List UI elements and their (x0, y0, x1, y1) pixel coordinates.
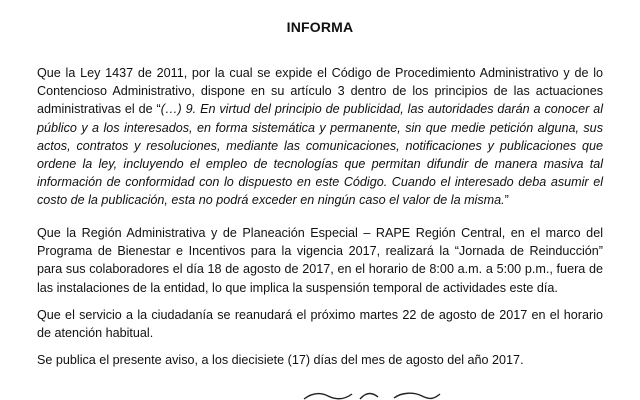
paragraph-law-tail: ” (504, 193, 509, 208)
paragraph-law-quote: (…) 9. En virtud del principio de publicidad, las autoridades darán a conocer al público y a los interesados, en forma sistemática y permanente, sin que medie petición alguna, sus actos, contratos y resoluciones, mediante las comunicaciones, notificaciones y publicaciones que ordene la ley, incluyendo el empleo de tecnologías que permitan difundir de manera masiva tal información de conformidad con lo dispuesto en este Código. Cuando el interesado deba asumir el costo de la publicación, esta no podrá exceder en ningún caso el valor de la misma. (37, 102, 603, 208)
paragraph-service-resumption: Que el servicio a la ciudadanía se reanudará el próximo martes 22 de agosto de 2017 en el horario de atención habitual. (37, 308, 603, 341)
paragraph-law-reference (37, 64, 603, 210)
signature-scribble (302, 390, 442, 400)
paragraph-law-lead: Que la Ley 1437 de 2011, por la cual se expide el Código de Procedimiento Administrativo y de lo Contencioso Administrativo, dispone en su artículo 3 dentro de los principios de las actuaciones administrativas el de “ (37, 66, 603, 117)
notice-document (37, 0, 603, 400)
paragraph-event-announcement: Que la Región Administrativa y de Planeación Especial – RAPE Región Central, en el marco del Programa de Bienestar e Incentivos para la vigencia 2017, realizará la “Jornada de Reinducción” para sus colaboradores el día 18 de agosto de 2017, en el horario de 8:00 a.m. a 5:00 p.m., fuera de las instalaciones de la entidad, lo que implica la suspensión temporal de actividades este día. (37, 226, 603, 295)
document-title: INFORMA (286, 19, 354, 35)
paragraph-publication-date: Se publica el presente aviso, a los diecisiete (17) días del mes de agosto del año 2017. (37, 353, 524, 367)
